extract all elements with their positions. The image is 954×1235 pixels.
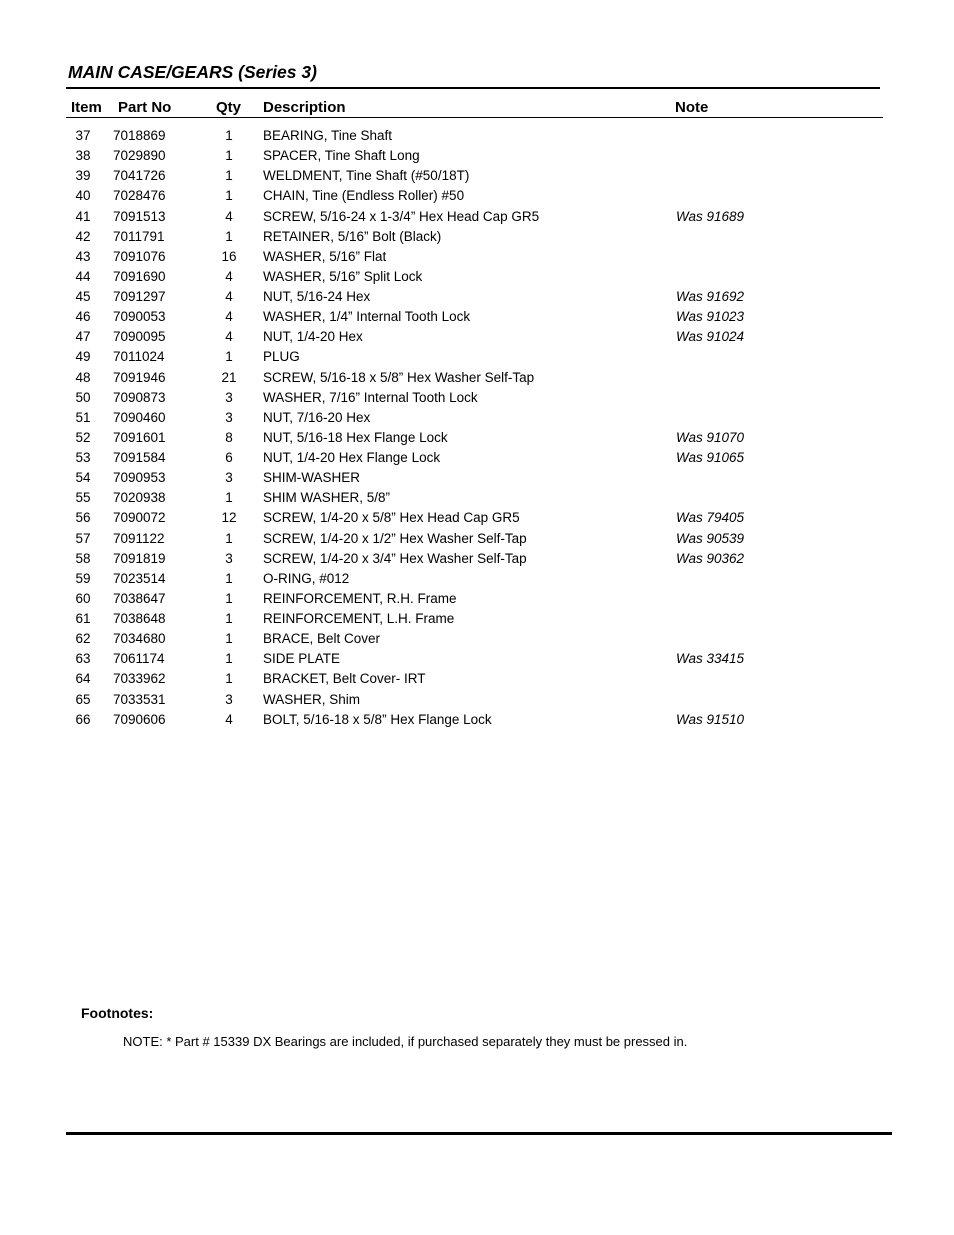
note-cell: Was 91023 bbox=[676, 309, 745, 325]
item-cell: 37 bbox=[75, 128, 91, 143]
qty-cell: 3 bbox=[225, 409, 233, 425]
header-qty: Qty bbox=[216, 99, 242, 116]
table-row bbox=[0, 388, 954, 408]
title-rule bbox=[66, 87, 880, 89]
description-cell: SCREW, 5/16-18 x 5/8” Hex Washer Self-Tap bbox=[263, 369, 535, 385]
table-row bbox=[0, 307, 954, 327]
part-no-cell: 7033531 bbox=[113, 691, 166, 707]
part-no-cell: 7090606 bbox=[113, 711, 166, 727]
item-cell: 44 bbox=[75, 268, 91, 284]
item-cell: 57 bbox=[75, 530, 91, 546]
part-no-cell: 7091690 bbox=[113, 268, 166, 284]
note-cell: Was 33415 bbox=[676, 651, 745, 667]
description-cell: WASHER, 1/4” Internal Tooth Lock bbox=[263, 309, 471, 325]
table-row bbox=[0, 428, 954, 448]
part-no-cell: 7011024 bbox=[113, 349, 165, 365]
item-cell: 63 bbox=[75, 651, 91, 667]
description-cell: SIDE PLATE bbox=[263, 651, 341, 667]
item-cell: 50 bbox=[75, 389, 91, 405]
table-row bbox=[0, 508, 954, 528]
table-row bbox=[0, 287, 954, 307]
header-note: Note bbox=[675, 99, 709, 116]
part-no-cell: 7090095 bbox=[113, 329, 166, 345]
description-cell: RETAINER, 5/16” Bolt (Black) bbox=[263, 228, 442, 244]
item-cell: 46 bbox=[75, 309, 91, 325]
note-cell: Was 91692 bbox=[676, 289, 745, 304]
part-no-cell: 7061174 bbox=[113, 651, 165, 667]
table-row bbox=[0, 649, 954, 669]
part-no-cell: 7090460 bbox=[113, 409, 166, 425]
part-no-cell: 7038647 bbox=[113, 590, 166, 606]
qty-cell: 1 bbox=[225, 530, 233, 546]
table-row bbox=[0, 347, 954, 367]
header-rule bbox=[66, 117, 883, 118]
footnote-text: NOTE: * Part # 15339 DX Bearings are included, if purchased separately they must be pressed in. bbox=[123, 1034, 688, 1049]
part-no-cell: 7028476 bbox=[113, 188, 166, 204]
item-cell: 40 bbox=[75, 188, 91, 204]
item-cell: 61 bbox=[75, 611, 91, 626]
description-cell: NUT, 7/16-20 Hex bbox=[263, 409, 371, 425]
table-row bbox=[0, 609, 954, 629]
item-cell: 59 bbox=[75, 570, 91, 586]
part-no-cell: 7091122 bbox=[113, 530, 165, 546]
item-cell: 55 bbox=[75, 490, 91, 506]
qty-cell: 8 bbox=[225, 429, 233, 445]
part-no-cell: 7091297 bbox=[113, 289, 166, 304]
qty-cell: 1 bbox=[225, 671, 233, 687]
part-no-cell: 7090873 bbox=[113, 389, 166, 405]
table-row bbox=[0, 669, 954, 689]
item-cell: 60 bbox=[75, 590, 91, 606]
part-no-cell: 7091819 bbox=[113, 550, 166, 566]
item-cell: 54 bbox=[75, 470, 91, 486]
description-cell: WASHER, Shim bbox=[263, 691, 361, 707]
bottom-rule bbox=[66, 1132, 892, 1135]
part-no-cell: 7090053 bbox=[113, 309, 166, 325]
qty-cell: 4 bbox=[225, 268, 233, 284]
item-cell: 56 bbox=[75, 510, 91, 526]
note-cell: Was 90539 bbox=[676, 530, 745, 546]
item-cell: 43 bbox=[75, 248, 91, 264]
note-cell: Was 91070 bbox=[676, 429, 745, 445]
table-row bbox=[0, 629, 954, 649]
note-cell: Was 91689 bbox=[676, 208, 745, 224]
description-cell: SCREW, 5/16-24 x 1-3/4” Hex Head Cap GR5 bbox=[263, 208, 540, 224]
qty-cell: 1 bbox=[225, 148, 233, 164]
table-row bbox=[0, 368, 954, 388]
item-cell: 66 bbox=[75, 711, 91, 727]
qty-cell: 4 bbox=[225, 208, 233, 224]
table-row bbox=[0, 247, 954, 267]
table-row bbox=[0, 227, 954, 247]
description-cell: NUT, 5/16-24 Hex bbox=[263, 289, 371, 304]
description-cell: NUT, 5/16-18 Hex Flange Lock bbox=[263, 429, 448, 445]
description-cell: NUT, 1/4-20 Hex bbox=[263, 329, 363, 345]
table-row bbox=[0, 690, 954, 710]
table-row bbox=[0, 267, 954, 287]
qty-cell: 4 bbox=[225, 289, 233, 304]
qty-cell: 3 bbox=[225, 389, 233, 405]
item-cell: 65 bbox=[75, 691, 91, 707]
part-no-cell: 7038648 bbox=[113, 611, 166, 626]
item-cell: 39 bbox=[75, 168, 91, 184]
table-row bbox=[0, 468, 954, 488]
qty-cell: 1 bbox=[225, 651, 233, 667]
header-description: Description bbox=[263, 99, 346, 116]
item-cell: 48 bbox=[75, 369, 91, 385]
description-cell: NUT, 1/4-20 Hex Flange Lock bbox=[263, 450, 441, 465]
part-no-cell: 7090953 bbox=[113, 470, 166, 486]
qty-cell: 1 bbox=[225, 188, 233, 204]
part-no-cell: 7033962 bbox=[113, 671, 166, 687]
qty-cell: 3 bbox=[225, 470, 233, 486]
part-no-cell: 7018869 bbox=[113, 128, 166, 143]
description-cell: BRACKET, Belt Cover- IRT bbox=[263, 671, 426, 687]
part-no-cell: 7020938 bbox=[113, 490, 166, 506]
part-no-cell: 7029890 bbox=[113, 148, 166, 164]
qty-cell: 4 bbox=[225, 329, 233, 345]
item-cell: 45 bbox=[75, 289, 91, 304]
qty-cell: 1 bbox=[225, 631, 233, 647]
table-row bbox=[0, 166, 954, 186]
qty-cell: 6 bbox=[225, 450, 233, 465]
qty-cell: 1 bbox=[225, 611, 233, 626]
page-title: MAIN CASE/GEARS (Series 3) bbox=[68, 62, 317, 82]
qty-cell: 3 bbox=[225, 691, 233, 707]
item-cell: 49 bbox=[75, 349, 91, 365]
description-cell: WASHER, 5/16” Flat bbox=[263, 248, 387, 264]
note-cell: Was 91510 bbox=[676, 711, 745, 727]
description-cell: SHIM-WASHER bbox=[263, 470, 360, 486]
qty-cell: 12 bbox=[221, 510, 237, 526]
qty-cell: 1 bbox=[225, 349, 233, 365]
table-row bbox=[0, 448, 954, 468]
part-no-cell: 7041726 bbox=[113, 168, 166, 184]
item-cell: 58 bbox=[75, 550, 91, 566]
header-part-no: Part No bbox=[118, 99, 172, 116]
item-cell: 53 bbox=[75, 450, 91, 465]
item-cell: 41 bbox=[75, 208, 91, 224]
description-cell: WASHER, 7/16” Internal Tooth Lock bbox=[263, 389, 478, 405]
description-cell: CHAIN, Tine (Endless Roller) #50 bbox=[263, 188, 465, 204]
description-cell: REINFORCEMENT, L.H. Frame bbox=[263, 611, 455, 626]
part-no-cell: 7023514 bbox=[113, 570, 166, 586]
qty-cell: 1 bbox=[225, 490, 233, 506]
part-no-cell: 7091513 bbox=[113, 208, 166, 224]
part-no-cell: 7091076 bbox=[113, 248, 166, 264]
description-cell: BOLT, 5/16-18 x 5/8” Hex Flange Lock bbox=[263, 711, 492, 727]
table-row bbox=[0, 488, 954, 508]
part-no-cell: 7011791 bbox=[113, 228, 165, 244]
table-row bbox=[0, 327, 954, 347]
qty-cell: 1 bbox=[225, 590, 233, 606]
description-cell: O-RING, #012 bbox=[263, 570, 350, 586]
part-no-cell: 7034680 bbox=[113, 631, 166, 647]
part-no-cell: 7091601 bbox=[113, 429, 166, 445]
item-cell: 47 bbox=[75, 329, 91, 345]
item-cell: 62 bbox=[75, 631, 91, 647]
note-cell: Was 91065 bbox=[676, 450, 745, 465]
item-cell: 42 bbox=[75, 228, 91, 244]
part-no-cell: 7091946 bbox=[113, 369, 166, 385]
part-no-cell: 7091584 bbox=[113, 450, 166, 465]
description-cell: BEARING, Tine Shaft bbox=[263, 128, 393, 143]
description-cell: REINFORCEMENT, R.H. Frame bbox=[263, 590, 457, 606]
table-row bbox=[0, 529, 954, 549]
qty-cell: 16 bbox=[221, 248, 237, 264]
table-row bbox=[0, 126, 954, 146]
description-cell: PLUG bbox=[263, 349, 300, 365]
qty-cell: 4 bbox=[225, 309, 233, 325]
table-row bbox=[0, 186, 954, 206]
footnotes-title: Footnotes: bbox=[81, 1005, 154, 1021]
description-cell: WELDMENT, Tine Shaft (#50/18T) bbox=[263, 168, 470, 184]
table-row bbox=[0, 146, 954, 166]
qty-cell: 1 bbox=[225, 228, 233, 244]
table-row bbox=[0, 408, 954, 428]
description-cell: SPACER, Tine Shaft Long bbox=[263, 148, 420, 164]
table-row bbox=[0, 710, 954, 730]
qty-cell: 1 bbox=[225, 128, 233, 143]
note-cell: Was 91024 bbox=[676, 329, 745, 345]
qty-cell: 1 bbox=[225, 168, 233, 184]
note-cell: Was 79405 bbox=[676, 510, 745, 526]
header-item: Item bbox=[71, 99, 102, 116]
description-cell: SCREW, 1/4-20 x 1/2” Hex Washer Self-Tap bbox=[263, 530, 527, 546]
qty-cell: 1 bbox=[225, 570, 233, 586]
description-cell: WASHER, 5/16” Split Lock bbox=[263, 268, 423, 284]
item-cell: 51 bbox=[75, 409, 91, 425]
description-cell: SCREW, 1/4-20 x 5/8” Hex Head Cap GR5 bbox=[263, 510, 520, 526]
note-cell: Was 90362 bbox=[676, 550, 745, 566]
description-cell: BRACE, Belt Cover bbox=[263, 631, 381, 647]
item-cell: 38 bbox=[75, 148, 91, 164]
parts-table bbox=[0, 126, 954, 730]
qty-cell: 21 bbox=[221, 369, 237, 385]
part-no-cell: 7090072 bbox=[113, 510, 166, 526]
description-cell: SHIM WASHER, 5/8” bbox=[263, 490, 391, 506]
table-row bbox=[0, 589, 954, 609]
table-row bbox=[0, 207, 954, 227]
description-cell: SCREW, 1/4-20 x 3/4” Hex Washer Self-Tap bbox=[263, 550, 527, 566]
table-row bbox=[0, 569, 954, 589]
item-cell: 64 bbox=[75, 671, 91, 687]
item-cell: 52 bbox=[75, 429, 91, 445]
qty-cell: 4 bbox=[225, 711, 233, 727]
qty-cell: 3 bbox=[225, 550, 233, 566]
table-row bbox=[0, 549, 954, 569]
